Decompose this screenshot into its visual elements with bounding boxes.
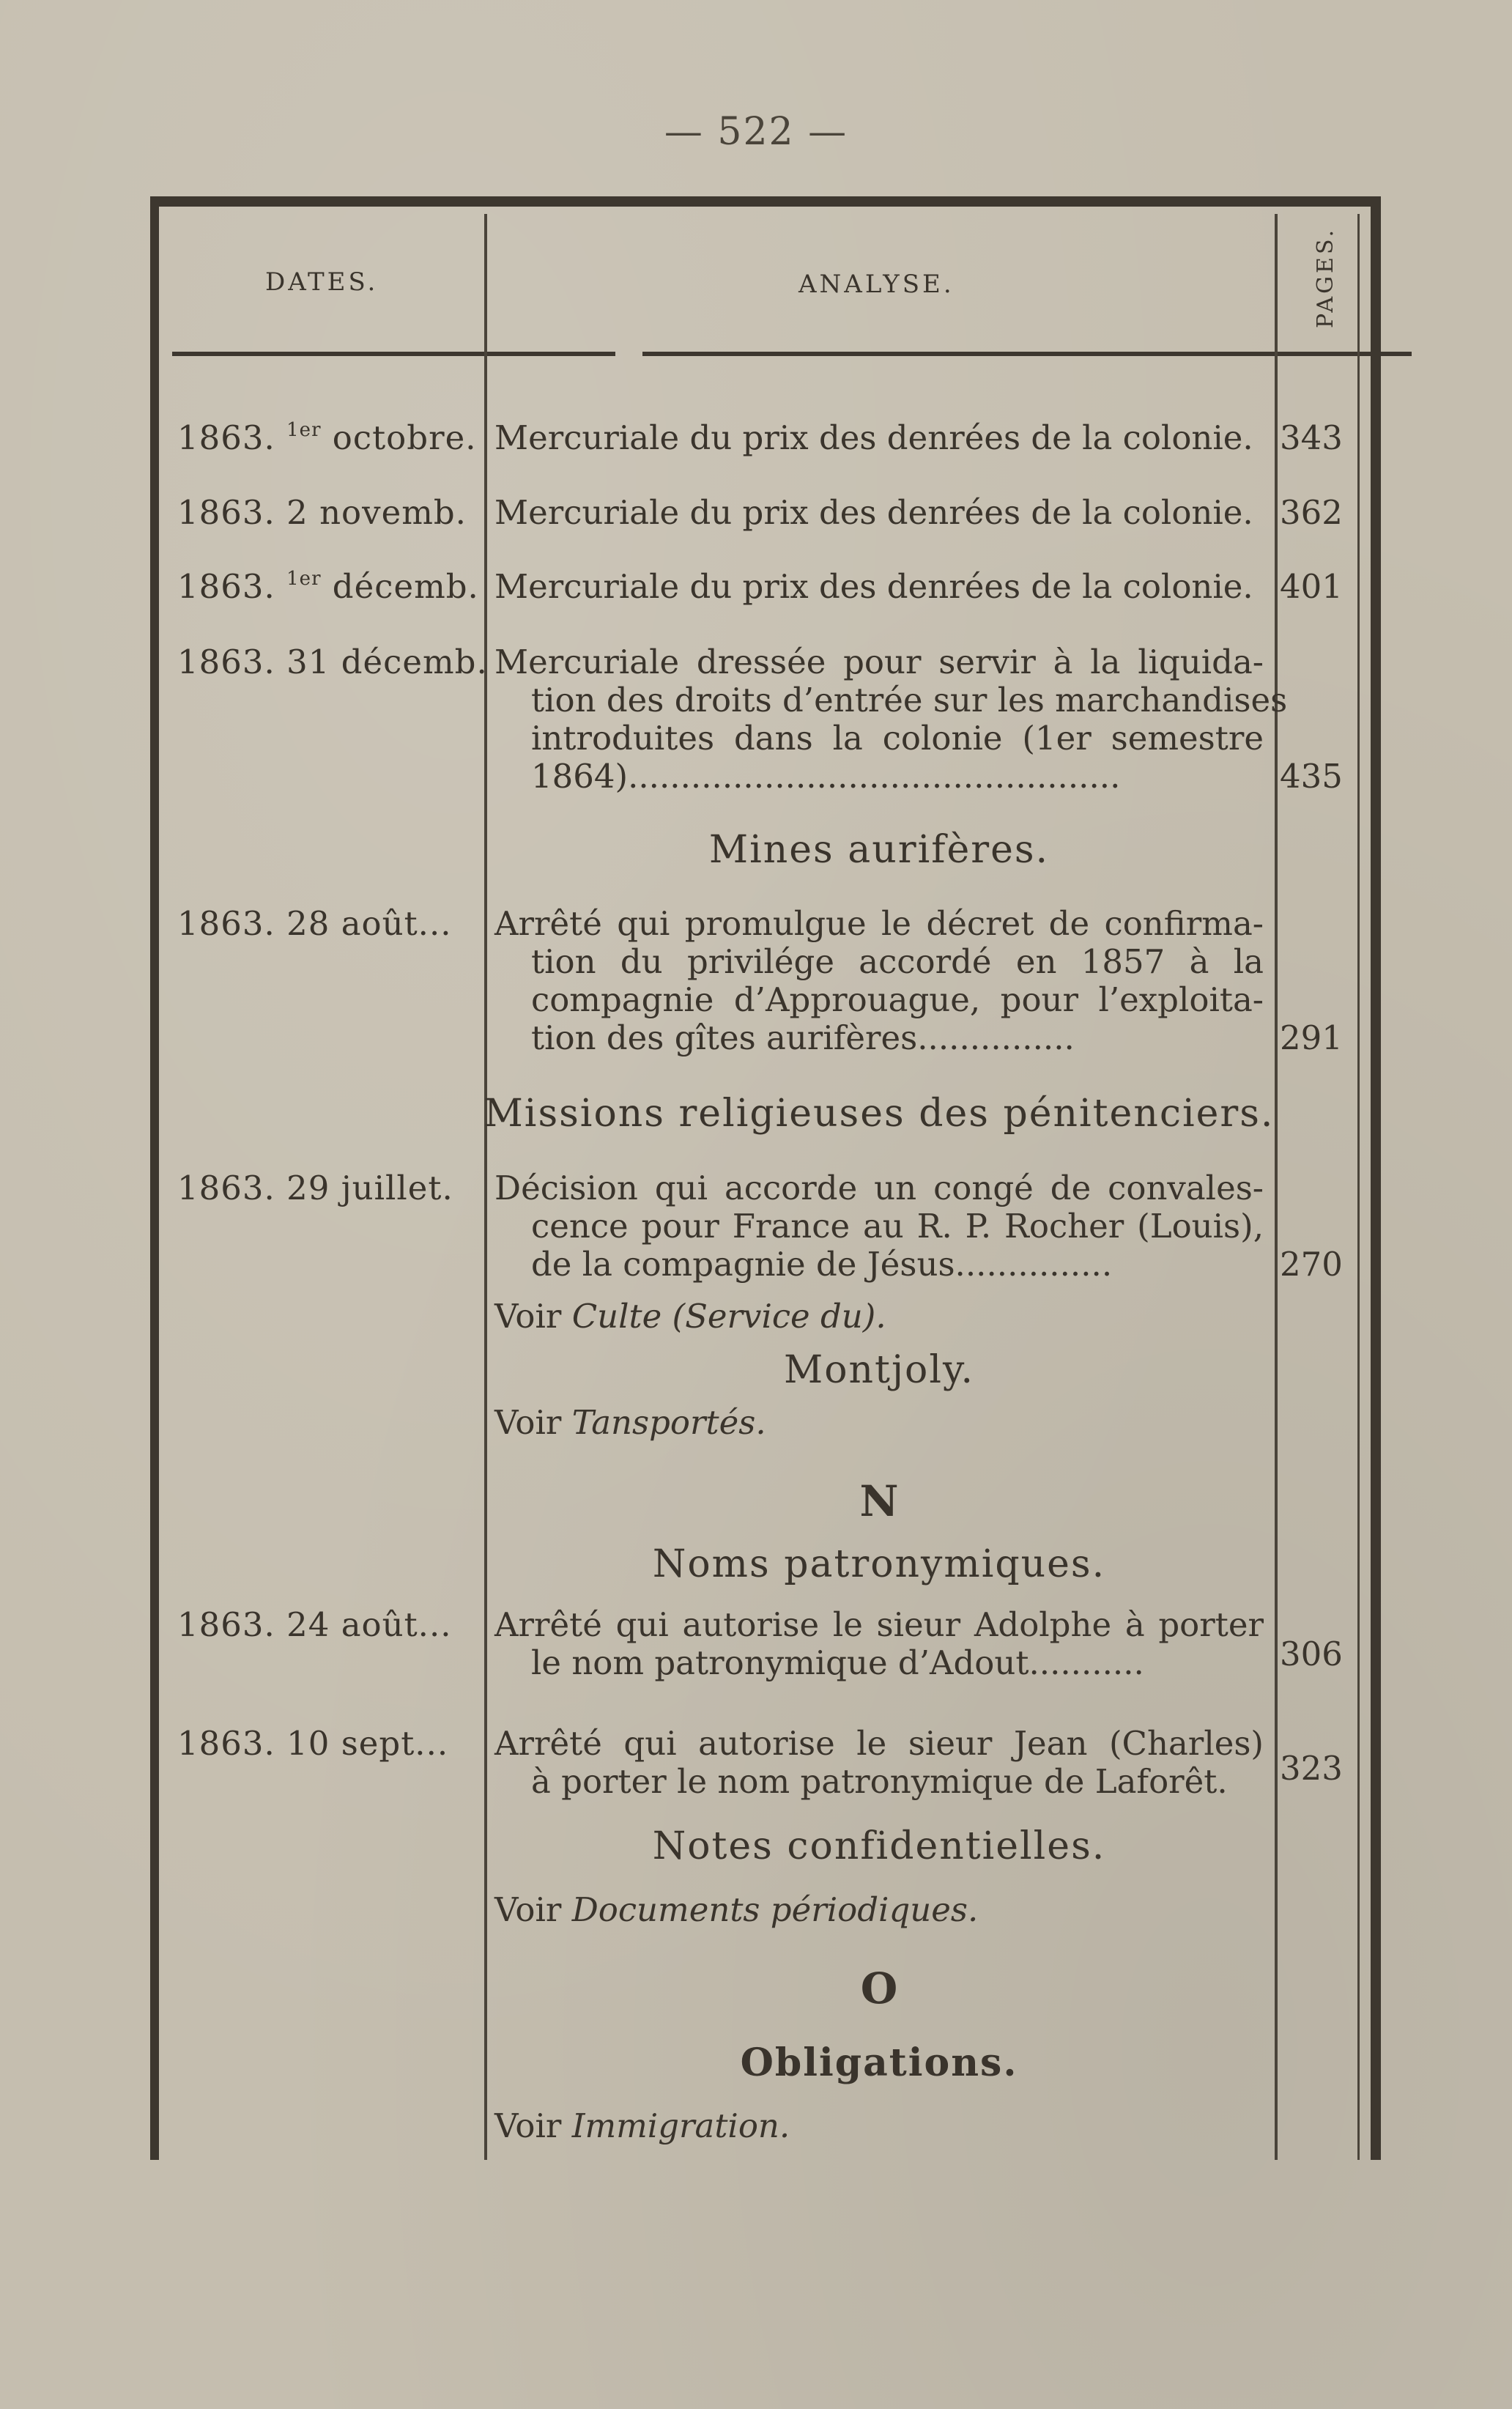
row-date: 1863. 31 décemb. <box>177 643 488 681</box>
analysis-line: tion des gîtes aurifères............... <box>531 1018 1075 1057</box>
row-analysis <box>494 1725 1264 1801</box>
analysis-line: tion des droits d’entrée sur les marchandises <box>531 681 1288 719</box>
row-page: 270 <box>1280 1245 1343 1284</box>
table-right-border <box>1371 196 1381 2160</box>
analysis-line: Mercuriale dressée pour servir à la liquida- <box>494 643 1264 681</box>
analysis-line: le nom patronymique d’Adout........... <box>531 1643 1144 1682</box>
see-also: Voir Culte (Service du). <box>494 1297 886 1336</box>
row-analysis <box>494 1169 1264 1284</box>
header-pages: PAGES. <box>1313 227 1338 328</box>
section-title-notes: Notes confidentielles. <box>652 1824 1106 1868</box>
header-dates: DATES. <box>265 267 379 297</box>
header-rule-dates <box>172 352 615 356</box>
section-title-montjoly: Montjoly. <box>784 1348 974 1392</box>
analysis-line: Arrêté qui autorise le sieur Jean (Charles) <box>494 1724 1264 1763</box>
table-left-border <box>150 196 159 2160</box>
see-also: Voir Tansportés. <box>494 1403 766 1442</box>
analysis-line: Décision qui accorde un congé de convales- <box>494 1169 1264 1207</box>
analysis-line: Arrêté qui autorise le sieur Adolphe à porter <box>494 1605 1264 1644</box>
header-rule-pages <box>1287 352 1349 356</box>
row-date: 1863. 2 novemb. <box>177 493 467 532</box>
analysis-line: cence pour France au R. P. Rocher (Louis), <box>531 1207 1264 1246</box>
section-title-obligations: Obligations. <box>740 2040 1018 2085</box>
analysis-line: 1864)............................................... <box>531 757 1121 796</box>
row-analysis: Mercuriale du prix des denrées de la colonie. <box>494 567 1253 606</box>
row-date: 1863. 10 sept... <box>177 1724 449 1763</box>
row-page: 343 <box>1280 418 1343 457</box>
row-analysis <box>494 1606 1264 1682</box>
column-divider-right <box>1357 214 1360 2160</box>
row-page: 435 <box>1280 757 1343 796</box>
section-title-missions: Missions religieuses des pénitenciers. <box>483 1092 1275 1136</box>
row-page: 401 <box>1280 567 1343 606</box>
row-date: 1863. $^{1er}$ octobre. <box>177 418 477 457</box>
analysis-line: compagnie d’Approuague, pour l’exploita- <box>531 980 1264 1019</box>
letter-heading-o: O <box>860 1964 898 2013</box>
analysis-line: tion du privilége accordé en 1857 à la <box>531 942 1264 981</box>
see-also: Voir Documents périodiques. <box>494 1890 979 1929</box>
row-page: 362 <box>1280 493 1343 532</box>
analysis-line: à porter le nom patronymique de Laforêt. <box>531 1762 1228 1801</box>
page-number: — 522 — <box>664 110 848 154</box>
row-analysis <box>494 905 1264 1057</box>
row-date: 1863. 24 août... <box>177 1605 452 1644</box>
section-title-noms: Noms patronymiques. <box>652 1542 1106 1586</box>
analysis-line: Arrêté qui promulgue le décret de confirma- <box>494 904 1264 943</box>
analysis-line: introduites dans la colonie (1er semestre <box>531 719 1264 758</box>
letter-heading-n: N <box>859 1476 899 1526</box>
row-page: 306 <box>1280 1635 1343 1673</box>
see-also: Voir Immigration. <box>494 2106 790 2145</box>
header-analyse: ANALYSE. <box>798 270 955 299</box>
row-analysis <box>494 643 1288 796</box>
row-date: 1863. 29 juillet. <box>177 1169 453 1207</box>
analysis-line: de la compagnie de Jésus............... <box>531 1245 1113 1284</box>
row-analysis: Mercuriale du prix des denrées de la colonie. <box>494 493 1253 532</box>
row-date: 1863. 28 août... <box>177 904 452 943</box>
row-page: 291 <box>1280 1018 1343 1057</box>
row-analysis: Mercuriale du prix des denrées de la colonie. <box>494 418 1253 457</box>
section-title-mines: Mines aurifères. <box>708 828 1050 872</box>
row-page: 323 <box>1280 1749 1343 1788</box>
row-date: 1863. $^{1er}$ décemb. <box>177 567 479 606</box>
table-top-border <box>150 196 1381 207</box>
